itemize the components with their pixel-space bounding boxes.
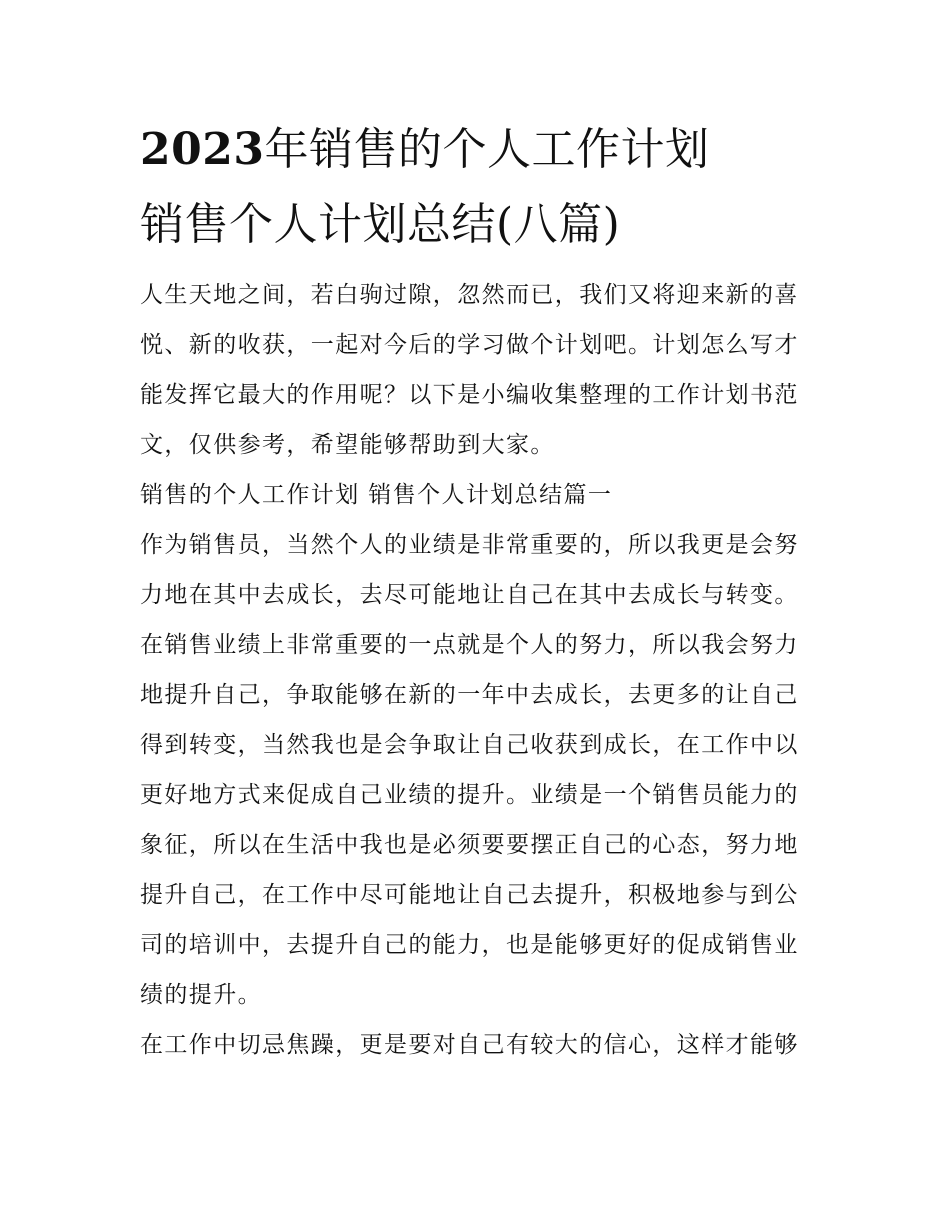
text-line: 象征，所以在生活中我也是必须要要摆正自己的心态，努力地: [140, 832, 799, 858]
text-line: 司的培训中，去提升自己的能力，也是能够更好的促成销售业: [140, 932, 799, 958]
text-line: 作为销售员，当然个人的业绩是非常重要的，所以我更是会努: [140, 532, 799, 558]
title-line-1-text: 年销售的个人工作计划: [264, 124, 710, 175]
text-line: 得到转变，当然我也是会争取让自己收获到成长，在工作中以: [140, 732, 799, 758]
title-line-2: 销售个人计划总结(八篇): [140, 199, 621, 250]
intro-paragraph: [140, 270, 812, 470]
text-line: 在销售业绩上非常重要的一点就是个人的努力，所以我会努力: [140, 632, 799, 658]
document-page: [140, 112, 812, 1070]
text-line: 能发挥它最大的作用呢？以下是小编收集整理的工作计划书范: [140, 382, 799, 408]
text-line: 悦、新的收获，一起对今后的学习做个计划吧。计划怎么写才: [140, 332, 799, 358]
text-line: 人生天地之间，若白驹过隙，忽然而已，我们又将迎来新的喜: [140, 282, 799, 308]
body-paragraph: [140, 520, 812, 1020]
body-paragraph: [140, 1020, 812, 1070]
title-year: 2023: [140, 124, 265, 175]
text-line: 文，仅供参考，希望能够帮助到大家。: [140, 432, 555, 458]
text-line: 地提升自己，争取能够在新的一年中去成长，去更多的让自己: [140, 682, 799, 708]
text-line: 绩的提升。: [140, 982, 262, 1008]
title-line-1: [140, 112, 812, 187]
text-line: 提升自己，在工作中尽可能地让自己去提升，积极地参与到公: [140, 882, 799, 908]
text-line: 更好地方式来促成自己业绩的提升。业绩是一个销售员能力的: [140, 782, 799, 808]
text-line: 在工作中切忌焦躁，更是要对自己有较大的信心，这样才能够: [140, 1032, 799, 1058]
text-line: 力地在其中去成长，去尽可能地让自己在其中去成长与转变。: [140, 582, 799, 608]
section-heading-text: 销售的个人工作计划 销售个人计划总结篇一: [140, 482, 613, 508]
document-title: [140, 112, 812, 262]
section-heading: [140, 470, 812, 520]
